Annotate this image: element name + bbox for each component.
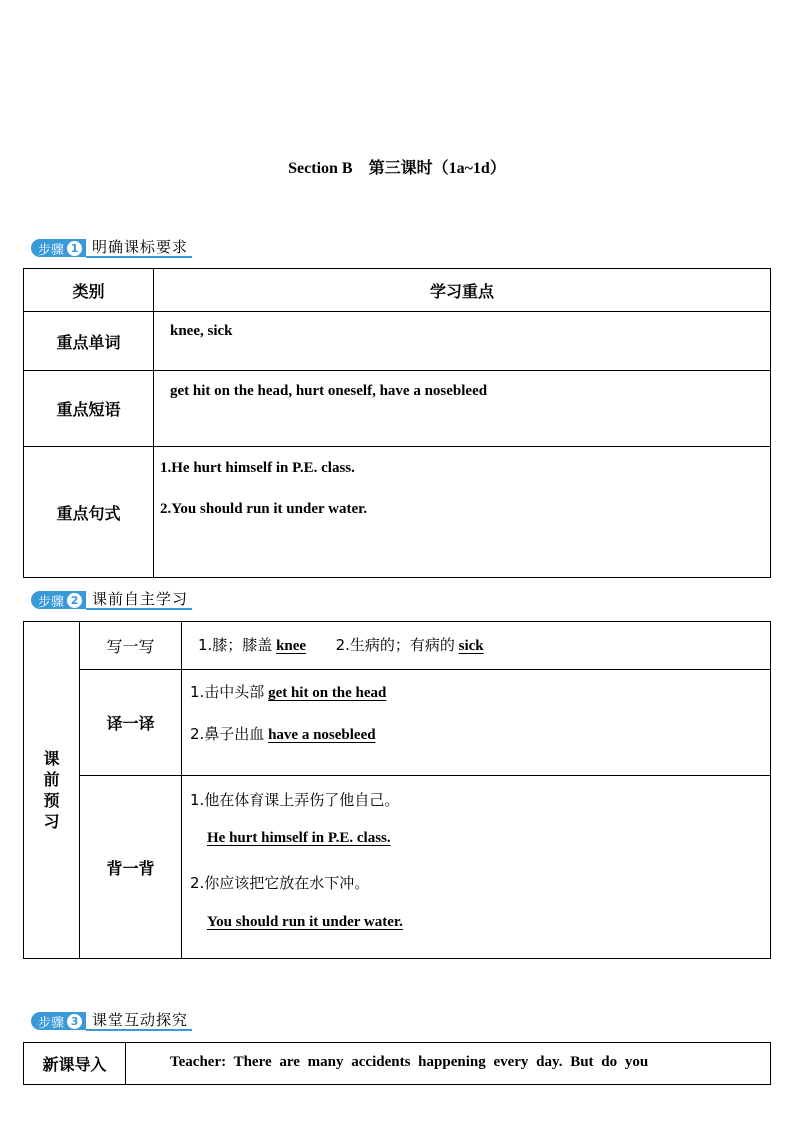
step3-number: 3 [67,1014,82,1029]
write-line [198,634,484,655]
table-row [24,776,771,959]
step2-badge [31,591,86,609]
step3-label: 课堂互动探究 [86,1011,192,1031]
step1-badge-text: 步骤 [38,242,65,258]
focus-phrases: get hit on the head, hurt oneself, have a nosebleed [170,383,488,399]
table-row [24,1043,771,1085]
translate-q2-prompt: 2.鼻子出血 [190,725,265,743]
translate-line-2 [190,723,376,744]
focus-sentences-cell [154,447,771,578]
classroom-table [23,1042,771,1085]
focus-phrases-cell [154,371,771,447]
side-char: 习 [43,812,60,831]
translate-label: 译一译 [80,670,182,776]
category-words: 重点单词 [24,312,154,371]
step2-heading [31,590,192,610]
category-sentences: 重点句式 [24,447,154,578]
objectives-header-row [24,269,771,312]
step1-number: 1 [67,241,82,256]
side-char: 前 [43,770,60,789]
intro-text: Teacher: There are many accidents happening every day. But do you [170,1054,649,1070]
recite-cell [182,776,771,959]
step3-badge [31,1012,86,1030]
step3-heading [31,1011,192,1031]
intro-cell [126,1043,771,1085]
step2-label: 课前自主学习 [86,590,192,610]
table-row [24,622,771,670]
category-phrases: 重点短语 [24,371,154,447]
recite-q1-answer: He hurt himself in P.E. class. [207,830,391,846]
table-row [24,371,771,447]
translate-q1-prompt: 1.击中头部 [190,683,265,701]
write-q2-prompt: 2.生病的；有病的 [335,636,455,654]
header-focus: 学习重点 [154,269,771,312]
focus-sentence-2: 2.You should run it under water. [160,501,368,517]
side-char: 课 [43,749,60,768]
step1-label: 明确课标要求 [86,238,192,258]
table-row [24,447,771,578]
table-row [24,312,771,371]
translate-q1-answer: get hit on the head [268,685,387,701]
table-row [24,670,771,776]
preview-table [23,621,771,959]
write-q1-answer: knee [276,638,307,654]
header-category: 类别 [24,269,154,312]
recite-label: 背一背 [80,776,182,959]
translate-line-1 [190,681,386,702]
recite-q1-prompt: 1.他在体育课上弄伤了他自己。 [190,791,400,809]
recite-q2-prompt: 2.你应该把它放在水下冲。 [190,874,370,892]
focus-words-cell [154,312,771,371]
translate-q2-answer: have a nosebleed [268,727,376,743]
write-q1-prompt: 1.膝；膝盖 [198,636,273,654]
objectives-table [23,268,771,578]
intro-label: 新课导入 [24,1043,126,1085]
step1-badge [31,239,86,257]
step1-heading [31,238,192,258]
page-title: Section B 第三课时（1a~1d） [288,160,506,177]
translate-cell [182,670,771,776]
write-label: 写一写 [80,622,182,670]
focus-sentence-1: 1.He hurt himself in P.E. class. [160,460,355,476]
focus-words: knee, sick [170,323,233,339]
step2-number: 2 [67,593,82,608]
step3-badge-text: 步骤 [38,1015,65,1031]
recite-q2-answer: You should run it under water. [207,914,403,930]
preview-side-label [24,622,80,959]
write-cell [182,622,771,670]
side-char: 预 [43,791,60,810]
step2-badge-text: 步骤 [38,594,65,610]
write-q2-answer: sick [458,638,484,654]
